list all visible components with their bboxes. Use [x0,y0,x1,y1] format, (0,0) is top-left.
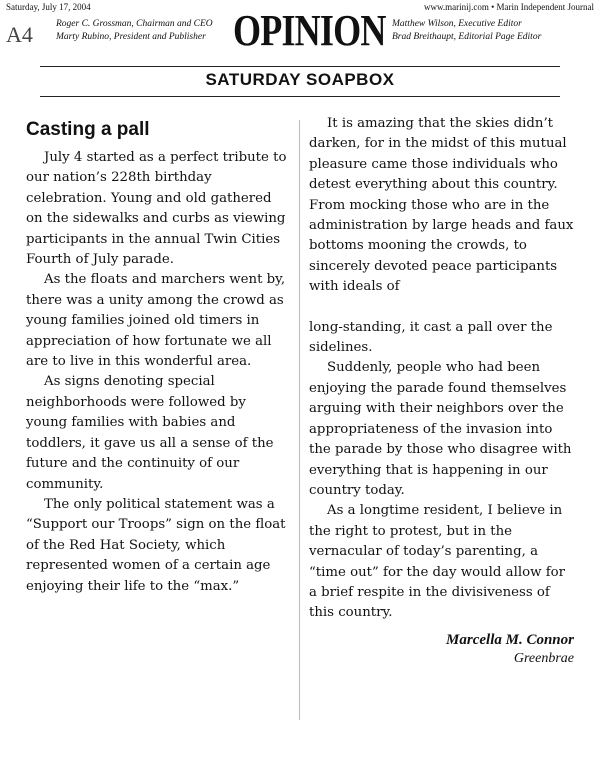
page-number: A4 [6,22,33,47]
staff-line: Matthew Wilson, Executive Editor [392,19,522,29]
column-title-rule [40,96,560,97]
issue-date: Saturday, July 17, 2004 [6,2,91,12]
article-paragraph: It is amazing that the skies didn’t darken, for in the midst of this mutual pleasure came those individuals who detest everything about this country. From mocking those who are in the administration by large heads and faux bottoms mooning the crowds, to sincerely devoted peace participants with ideals of [309,116,574,295]
article-paragraph: July 4 started as a perfect tribute to our nation’s 228th birthday celebration. Young and old gathered on the sidewalks and curbs as viewing participants in the annual Twin Cities Fourth of July parade. [26,150,287,268]
column-gap [309,298,574,318]
column-title: SATURDAY SOAPBOX [205,70,395,89]
article-paragraph: long-standing, it cast a pall over the sidelines. [309,319,553,356]
article-paragraph: The only political statement was a “Support our Troops” sign on the float of the Red Hat Society, which represented women of a certain age enjoying their life to the “max.” [26,496,286,594]
article-left-column [26,114,288,597]
masthead-right [392,18,541,44]
article-paragraph: Suddenly, people who had been enjoying the parade found themselves arguing with their neighbors over the appropriateness of the invasion into the parade by those who disagree with everything that is happening in our country today. [309,360,572,498]
column-divider [299,120,300,720]
article-headline: Casting a pall [26,119,150,140]
staff-line: Brad Breithaupt, Editorial Page Editor [392,32,542,42]
page-header [0,0,600,62]
article-paragraph: As the floats and marchers went by, there was a unity among the crowd as young families joined old timers in appreciation of how fortunate we all are to live in this wonderful area. [26,272,286,370]
masthead-left [56,18,213,44]
article-right-column [309,114,574,668]
article-paragraph: As a longtime resident, I believe in the right to protest, but in the vernacular of today’s parenting, a “time out” for the day would allow for a brief respite in the divisiveness of this country. [309,503,565,621]
staff-line: Marty Rubino, President and Publisher [56,32,206,42]
author-town: Greenbrae [513,650,574,666]
author-name: Marcella M. Connor [446,631,574,648]
staff-line: Roger C. Grossman, Chairman and CEO [56,19,213,29]
section-title: OPINION [233,6,386,55]
header-rule [40,66,560,67]
article-paragraph: As signs denoting special neighborhoods were followed by young families with babies and toddlers, it gave us all a sense of the future and the continuity of our community. [26,374,274,492]
site-credit: www.marinij.com • Marin Independent Journal [423,2,594,12]
